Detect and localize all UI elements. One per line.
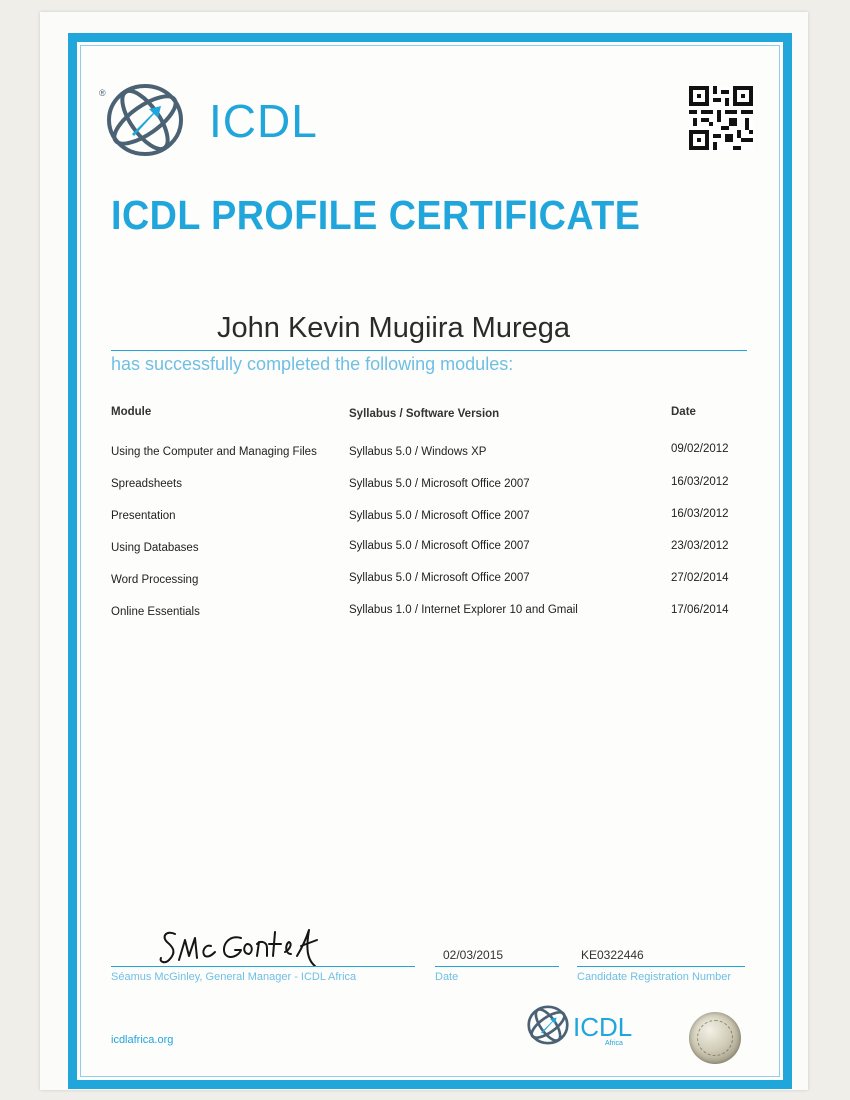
row-date: 16/03/2012 xyxy=(671,476,729,488)
date-line xyxy=(435,966,559,967)
row-module: Online Essentials xyxy=(111,606,200,618)
row-module: Using Databases xyxy=(111,542,199,554)
registered-mark: ® xyxy=(99,88,106,98)
header-module: Module xyxy=(111,406,152,418)
icdl-africa-logo xyxy=(525,1002,665,1058)
header-syllabus: Syllabus / Software Version xyxy=(349,408,500,420)
row-syllabus: Syllabus 5.0 / Microsoft Office 2007 xyxy=(349,478,530,490)
issue-date: 02/03/2015 xyxy=(443,948,504,962)
embossed-seal xyxy=(689,1012,741,1064)
row-syllabus: Syllabus 1.0 / Internet Explorer 10 and Gmail xyxy=(349,604,578,616)
row-module: Spreadsheets xyxy=(111,478,182,490)
candidate-name: John Kevin Mugiira Murega xyxy=(217,312,571,344)
logo-text: ICDL xyxy=(573,1012,633,1042)
header-date: Date xyxy=(671,406,696,418)
certificate-title: ICDL PROFILE CERTIFICATE xyxy=(111,192,641,238)
logo-text: ICDL xyxy=(209,95,318,147)
icdl-logo xyxy=(99,78,319,162)
globe-arrow-icon xyxy=(99,78,185,162)
row-date: 09/02/2012 xyxy=(671,443,729,455)
registration-number: KE0322446 xyxy=(581,948,644,962)
row-date: 17/06/2014 xyxy=(671,604,729,616)
name-underline xyxy=(111,350,747,351)
row-module: Presentation xyxy=(111,510,176,522)
completion-statement: has successfully completed the following modules: xyxy=(111,354,514,374)
row-syllabus: Syllabus 5.0 / Microsoft Office 2007 xyxy=(349,510,530,522)
row-syllabus: Syllabus 5.0 / Microsoft Office 2007 xyxy=(349,572,530,584)
row-syllabus: Syllabus 5.0 / Microsoft Office 2007 xyxy=(349,540,530,552)
row-date: 16/03/2012 xyxy=(671,508,729,520)
handwritten-signature xyxy=(157,922,357,970)
certificate-frame xyxy=(68,33,792,1089)
date-caption: Date xyxy=(435,971,459,983)
row-date: 27/02/2014 xyxy=(671,572,729,584)
globe-arrow-icon xyxy=(525,1002,571,1048)
row-module: Word Processing xyxy=(111,574,199,586)
signature-line xyxy=(111,966,415,967)
row-module: Using the Computer and Managing Files xyxy=(111,446,317,458)
signatory-caption: Séamus McGinley, General Manager - ICDL Africa xyxy=(111,971,357,983)
registration-line xyxy=(577,966,745,967)
qr-code xyxy=(689,86,753,150)
website-link[interactable]: icdlafrica.org xyxy=(111,1034,174,1046)
logo-region: Africa xyxy=(605,1040,623,1047)
row-date: 23/03/2012 xyxy=(671,540,729,552)
registration-caption: Candidate Registration Number xyxy=(577,971,732,983)
row-syllabus: Syllabus 5.0 / Windows XP xyxy=(349,446,487,458)
